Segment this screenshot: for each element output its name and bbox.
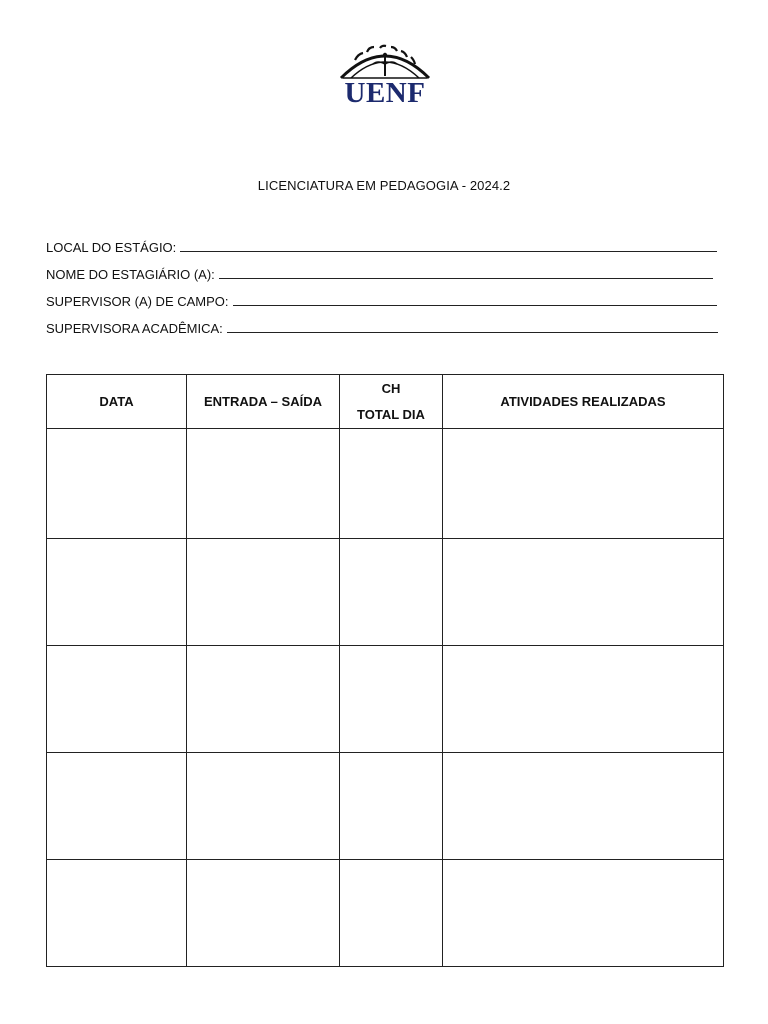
cell-atividades[interactable] bbox=[443, 860, 724, 967]
field-label: SUPERVISOR (A) DE CAMPO: bbox=[46, 294, 229, 309]
cell-entrada-saida[interactable] bbox=[187, 646, 340, 753]
field-supervisor-campo bbox=[46, 294, 717, 309]
fill-line[interactable] bbox=[227, 331, 718, 333]
fill-line[interactable] bbox=[233, 304, 717, 306]
header-ch-total-dia bbox=[340, 375, 443, 429]
table-row bbox=[47, 429, 724, 539]
cell-entrada-saida[interactable] bbox=[187, 860, 340, 967]
table-row bbox=[47, 753, 724, 860]
table-row bbox=[47, 646, 724, 753]
field-local-estagio bbox=[46, 240, 717, 255]
cell-entrada-saida[interactable] bbox=[187, 753, 340, 860]
cell-data[interactable] bbox=[47, 539, 187, 646]
cell-entrada-saida[interactable] bbox=[187, 429, 340, 539]
cell-ch[interactable] bbox=[340, 646, 443, 753]
logo-wordmark: UENF bbox=[344, 77, 426, 109]
field-supervisora-academica bbox=[46, 321, 718, 336]
cell-ch[interactable] bbox=[340, 860, 443, 967]
cell-ch[interactable] bbox=[340, 753, 443, 860]
cell-data[interactable] bbox=[47, 429, 187, 539]
field-nome-estagiario bbox=[46, 267, 713, 282]
cell-atividades[interactable] bbox=[443, 539, 724, 646]
activity-log-table bbox=[46, 374, 724, 967]
cell-ch[interactable] bbox=[340, 539, 443, 646]
cell-atividades[interactable] bbox=[443, 429, 724, 539]
header-atividades: ATIVIDADES REALIZADAS bbox=[443, 375, 724, 429]
cell-data[interactable] bbox=[47, 860, 187, 967]
cell-atividades[interactable] bbox=[443, 646, 724, 753]
header-data: DATA bbox=[47, 375, 187, 429]
document-title: LICENCIATURA EM PEDAGOGIA - 2024.2 bbox=[257, 178, 511, 193]
cell-atividades[interactable] bbox=[443, 753, 724, 860]
header-ch: CH bbox=[381, 380, 401, 396]
table-row bbox=[47, 860, 724, 967]
cell-ch[interactable] bbox=[340, 429, 443, 539]
table-header-row bbox=[47, 375, 724, 429]
field-label: NOME DO ESTAGIÁRIO (A): bbox=[46, 267, 215, 282]
cell-entrada-saida[interactable] bbox=[187, 539, 340, 646]
field-label: LOCAL DO ESTÁGIO: bbox=[46, 240, 177, 255]
table-row bbox=[47, 539, 724, 646]
fill-line[interactable] bbox=[219, 277, 713, 279]
cell-data[interactable] bbox=[47, 646, 187, 753]
header-entrada-saida: ENTRADA – SAÍDA bbox=[187, 375, 340, 429]
header-total-dia: TOTAL DIA bbox=[357, 406, 425, 422]
fill-line[interactable] bbox=[180, 250, 717, 252]
field-label: SUPERVISORA ACADÊMICA: bbox=[46, 321, 223, 336]
cell-data[interactable] bbox=[47, 753, 187, 860]
uenf-logo bbox=[333, 42, 437, 112]
